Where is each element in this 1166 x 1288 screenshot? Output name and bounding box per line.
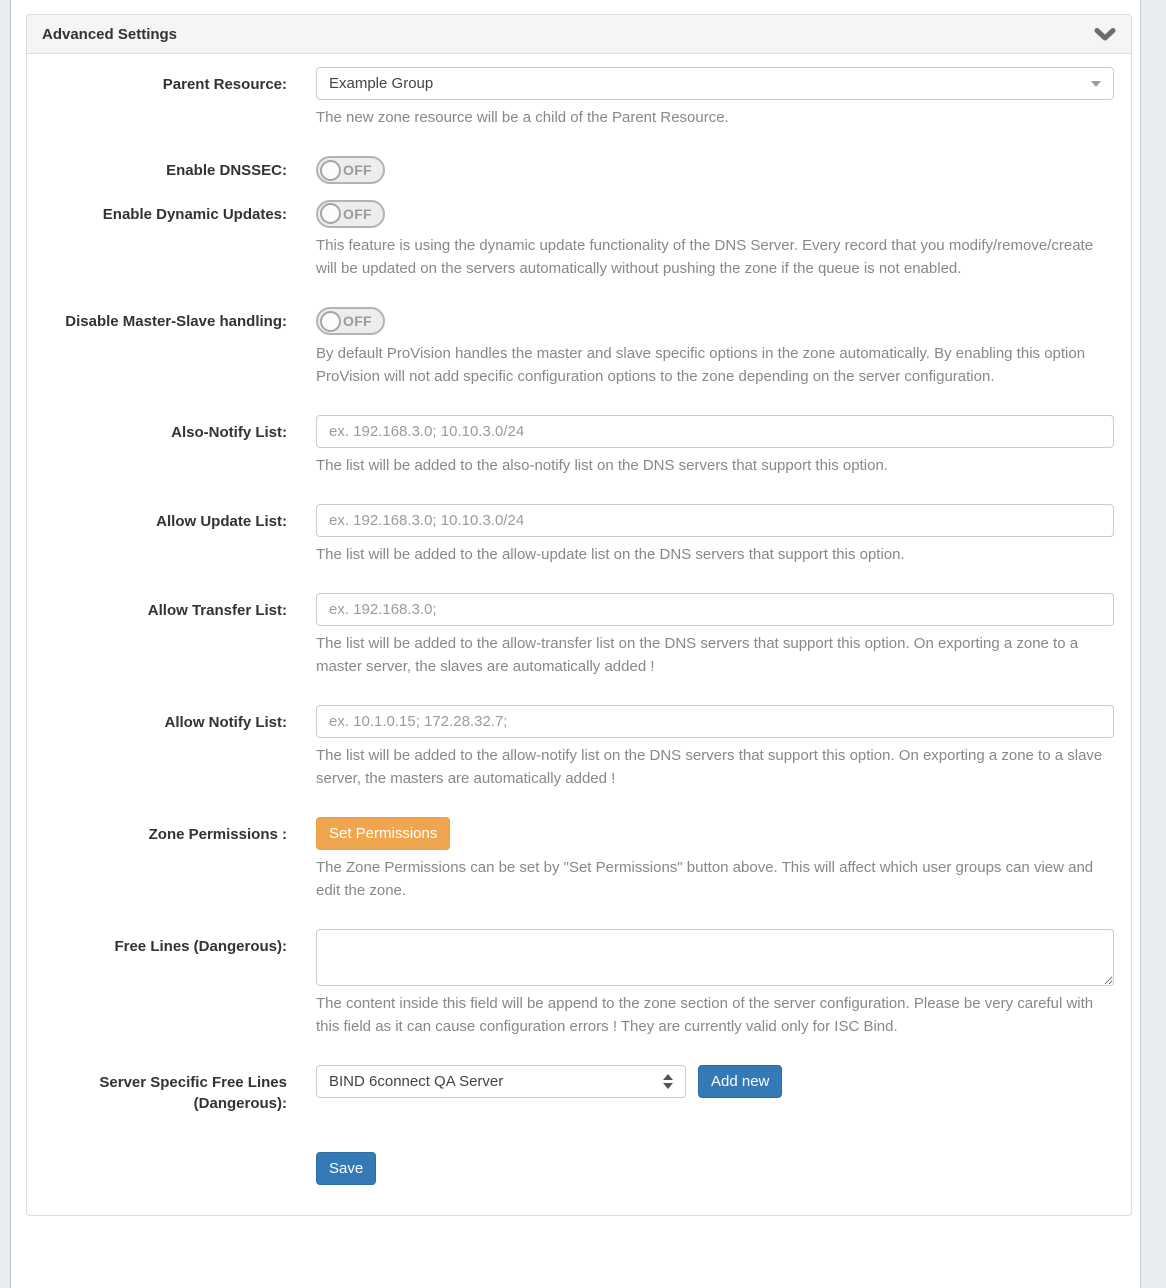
- toggle-state-label: OFF: [343, 313, 372, 329]
- free-lines-textarea[interactable]: [316, 929, 1114, 986]
- form-group-allow-transfer: [27, 593, 1131, 678]
- free-lines-label: Free Lines (Dangerous):: [114, 937, 287, 955]
- allow-notify-help: The list will be added to the allow-notify list on the DNS servers that support this option. On exporting a zone to a slave server, the masters are automatically added !: [316, 746, 1103, 787]
- parent-resource-help: The new zone resource will be a child of the Parent Resource.: [316, 109, 729, 126]
- toggle-knob: [320, 203, 341, 224]
- also-notify-input[interactable]: [316, 415, 1114, 448]
- content-column: [10, 0, 1141, 1288]
- form-group-parent-resource: [27, 67, 1131, 129]
- toggle-knob: [320, 311, 341, 332]
- allow-update-help: The list will be added to the allow-update list on the DNS servers that support this option.: [316, 545, 905, 563]
- allow-notify-input[interactable]: [316, 705, 1114, 738]
- parent-resource-selected-value: Example Group: [329, 75, 434, 92]
- zone-permissions-label: Zone Permissions :: [148, 825, 287, 843]
- save-button[interactable]: Save: [316, 1152, 376, 1185]
- advanced-settings-panel: [26, 14, 1132, 1216]
- form-group-enable-dynamic-updates: [27, 200, 1131, 281]
- enable-dynamic-updates-label: Enable Dynamic Updates:: [102, 205, 287, 223]
- form-group-disable-master-slave: [27, 307, 1131, 388]
- enable-dynamic-updates-toggle[interactable]: [316, 200, 385, 228]
- form-group-enable-dnssec: [27, 156, 1131, 185]
- form-group-server-specific-free-lines: [27, 1065, 1131, 1114]
- disable-master-slave-label: Disable Master-Slave handling:: [65, 313, 287, 330]
- zone-permissions-help: The Zone Permissions can be set by "Set Permissions" button above. This will affect which user groups can view and edit the zone.: [316, 858, 1094, 899]
- form-group-save: [27, 1152, 1131, 1185]
- enable-dnssec-label: Enable DNSSEC:: [166, 162, 287, 179]
- enable-dnssec-toggle[interactable]: [316, 156, 385, 184]
- server-specific-free-lines-label: Server Specific Free Lines (Dangerous):: [99, 1073, 287, 1112]
- server-select-selected-value: BIND 6connect QA Server: [329, 1072, 504, 1090]
- form-group-allow-update: [27, 504, 1131, 566]
- toggle-state-label: OFF: [343, 162, 372, 178]
- allow-transfer-input[interactable]: [316, 593, 1114, 626]
- allow-transfer-label: Allow Transfer List:: [147, 601, 287, 619]
- server-specific-server-select[interactable]: [316, 1065, 686, 1098]
- parent-resource-select[interactable]: [316, 67, 1114, 100]
- collapse-chevron-down-icon[interactable]: [1094, 28, 1116, 41]
- select-spinner-icon: [663, 1074, 673, 1089]
- dropdown-caret-icon: [1091, 81, 1101, 87]
- allow-update-input[interactable]: [316, 504, 1114, 537]
- form-group-also-notify: [27, 415, 1131, 477]
- panel-header: [27, 15, 1131, 54]
- also-notify-label: Also-Notify List:: [171, 423, 287, 441]
- disable-master-slave-help: By default ProVision handles the master and slave specific options in the zone automatically. By enabling this option ProVision will not add specific configuration options to the zone depending on the server configuration.: [316, 344, 1086, 385]
- set-permissions-button[interactable]: Set Permissions: [316, 817, 450, 850]
- toggle-state-label: OFF: [343, 205, 372, 222]
- panel-body: [27, 54, 1131, 1215]
- form-group-free-lines: [27, 929, 1131, 1038]
- enable-dynamic-updates-help: This feature is using the dynamic update functionality of the DNS Server. Every record that you modify/remove/create will be updated on the servers automatically without pushing the zone if the queue is not enabled.: [316, 237, 1094, 277]
- form-group-zone-permissions: [27, 817, 1131, 902]
- disable-master-slave-toggle[interactable]: [316, 307, 385, 335]
- allow-transfer-help: The list will be added to the allow-transfer list on the DNS servers that support this option. On exporting a zone to a master server, the slaves are automatically added !: [316, 634, 1079, 675]
- form-group-allow-notify: [27, 705, 1131, 790]
- toggle-knob: [320, 160, 341, 181]
- allow-notify-label: Allow Notify List:: [164, 713, 287, 731]
- parent-resource-label: Parent Resource:: [162, 76, 287, 93]
- add-new-button[interactable]: Add new: [698, 1065, 782, 1098]
- allow-update-label: Allow Update List:: [156, 512, 287, 530]
- also-notify-help: The list will be added to the also-notify list on the DNS servers that support this option.: [316, 456, 888, 474]
- panel-title: Advanced Settings: [42, 26, 178, 43]
- free-lines-help: The content inside this field will be append to the zone section of the server configuration. Please be very careful with this field as it can cause configuration errors ! They are currently valid only for ISC Bind.: [316, 994, 1094, 1035]
